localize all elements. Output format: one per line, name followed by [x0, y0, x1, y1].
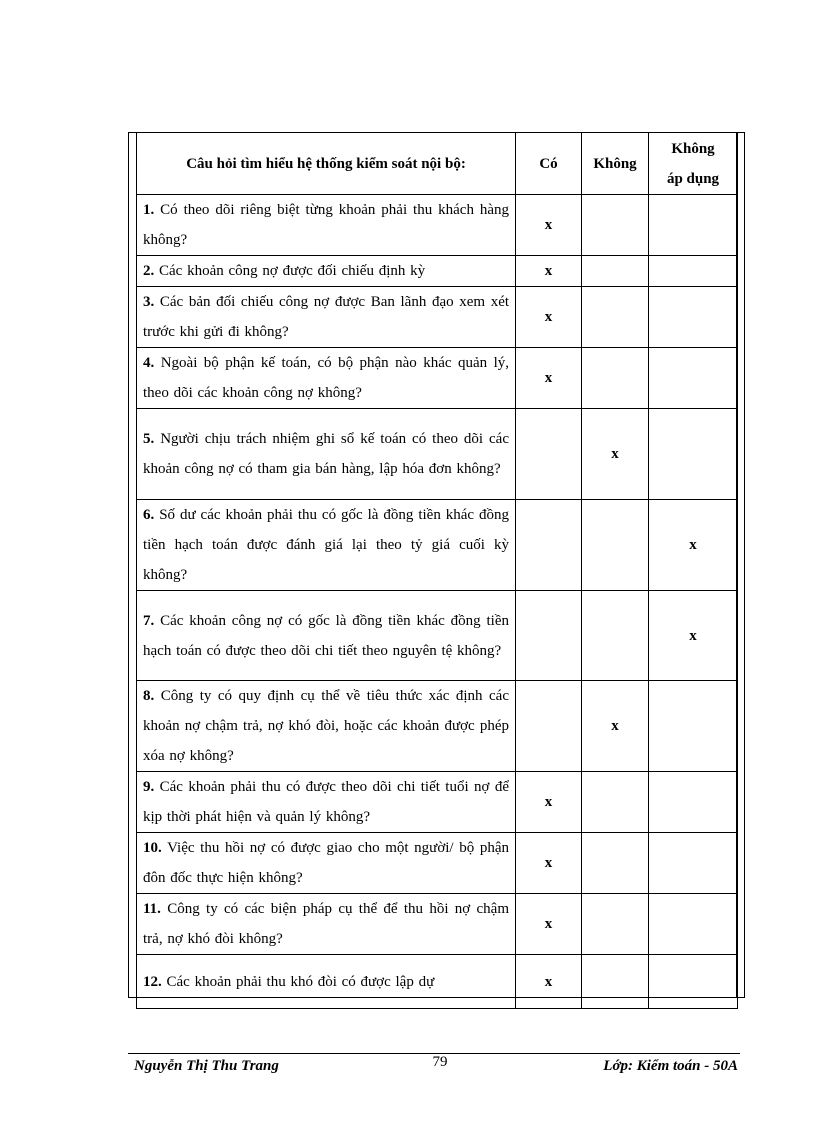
answer-yes-cell: x	[516, 833, 582, 894]
question-cell	[137, 409, 516, 500]
answer-no-cell	[582, 348, 649, 409]
answer-no-cell	[582, 894, 649, 955]
question-text: Có theo dõi riêng biệt từng khoản phải thu khách hàng không?	[143, 202, 510, 248]
answer-no-cell	[582, 772, 649, 833]
question-text: Công ty có các biện pháp cụ thể để thu hồi nợ chậm trả, nợ khó đòi không?	[143, 901, 510, 947]
question-number: 5.	[143, 431, 155, 447]
answer-no-cell: x	[582, 681, 649, 772]
answer-yes-cell: x	[516, 256, 582, 287]
question-number: 7.	[143, 612, 155, 629]
table-row	[137, 195, 738, 256]
answer-not-applicable-cell	[649, 772, 738, 833]
table-row	[137, 287, 738, 348]
question-cell	[137, 894, 516, 955]
internal-control-questionnaire	[136, 132, 738, 1009]
header-row	[137, 133, 738, 195]
question-text: Các bản đối chiếu công nợ được Ban lãnh đạo xem xét trước khi gửi đi không?	[143, 294, 510, 340]
answer-yes-cell: x	[516, 772, 582, 833]
question-text: Công ty có quy định cụ thể về tiêu thức xác định các khoản nợ chậm trả, nợ khó đòi, hoặc các khoản được phép xóa nợ không?	[143, 688, 510, 764]
question-cell	[137, 500, 516, 591]
answer-not-applicable-cell	[649, 287, 738, 348]
answer-not-applicable-cell: x	[649, 591, 738, 681]
table-row	[137, 955, 738, 1009]
answer-no-cell	[582, 833, 649, 894]
question-text: Các khoản phải thu khó đòi có được lập dự	[166, 973, 435, 990]
question-number: 6.	[143, 507, 155, 523]
answer-no-cell	[582, 195, 649, 256]
header-na-line1: Không	[671, 140, 715, 157]
answer-yes-cell: x	[516, 955, 582, 1009]
footer-author: Nguyễn Thị Thu Trang	[134, 1058, 279, 1074]
header-yes: Có	[516, 133, 582, 195]
answer-yes-cell	[516, 681, 582, 772]
question-cell	[137, 833, 516, 894]
answer-yes-cell: x	[516, 195, 582, 256]
answer-not-applicable-cell	[649, 348, 738, 409]
answer-not-applicable-cell	[649, 955, 738, 1009]
answer-yes-cell	[516, 409, 582, 500]
table-row	[137, 591, 738, 681]
question-cell	[137, 955, 516, 1009]
page-number: 79	[432, 1054, 448, 1070]
question-cell	[137, 681, 516, 772]
footer-class: Lớp: Kiểm toán - 50A	[603, 1058, 738, 1074]
answer-not-applicable-cell	[649, 195, 738, 256]
table-row	[137, 772, 738, 833]
answer-yes-cell	[516, 500, 582, 591]
question-cell	[137, 591, 516, 681]
question-cell	[137, 287, 516, 348]
question-text: Các khoản công nợ được đối chiếu định kỳ	[159, 263, 426, 279]
question-number: 4.	[143, 355, 155, 371]
question-cell	[137, 256, 516, 287]
question-cell	[137, 772, 516, 833]
header-na-line2: áp dụng	[666, 170, 720, 187]
answer-not-applicable-cell	[649, 681, 738, 772]
question-text: Ngoài bộ phận kế toán, có bộ phận nào khác quản lý, theo dõi các khoản công nợ không?	[143, 355, 509, 401]
answer-no-cell	[582, 591, 649, 681]
header-question: Câu hỏi tìm hiểu hệ thống kiểm soát nội bộ:	[137, 133, 516, 195]
question-text: Các khoản công nợ có gốc là đồng tiền khác đồng tiền hạch toán có được theo dõi chi tiết theo nguyên tệ không?	[143, 612, 510, 659]
question-text: Các khoản phải thu có được theo dõi chi tiết tuổi nợ để kịp thời phát hiện và quản lý không?	[143, 779, 509, 825]
question-number: 3.	[143, 294, 155, 310]
header-no: Không	[582, 133, 649, 195]
answer-not-applicable-cell	[649, 256, 738, 287]
answer-yes-cell: x	[516, 287, 582, 348]
answer-no-cell: x	[582, 409, 649, 500]
question-number: 10.	[143, 840, 162, 856]
table-row	[137, 348, 738, 409]
answer-not-applicable-cell	[649, 833, 738, 894]
table-row	[137, 409, 738, 500]
answer-yes-cell: x	[516, 348, 582, 409]
table-row	[137, 256, 738, 287]
answer-no-cell	[582, 500, 649, 591]
answer-not-applicable-cell	[649, 894, 738, 955]
question-text: Người chịu trách nhiệm ghi sổ kế toán có theo dõi các khoản công nợ có tham gia bán hàng, lập hóa đơn không?	[143, 431, 509, 477]
answer-no-cell	[582, 256, 649, 287]
question-number: 12.	[143, 973, 162, 990]
answer-not-applicable-cell: x	[649, 500, 738, 591]
header-not-applicable	[649, 133, 738, 195]
question-cell	[137, 195, 516, 256]
question-number: 9.	[143, 779, 155, 795]
question-number: 8.	[143, 688, 155, 704]
answer-no-cell	[582, 955, 649, 1009]
question-text: Việc thu hồi nợ có được giao cho một người/ bộ phận đôn đốc thực hiện không?	[143, 840, 510, 886]
question-number: 1.	[143, 202, 155, 218]
table-row	[137, 894, 738, 955]
table-row	[137, 681, 738, 772]
table-row	[137, 500, 738, 591]
table-row	[137, 833, 738, 894]
question-number: 11.	[143, 901, 161, 917]
question-cell	[137, 348, 516, 409]
answer-no-cell	[582, 287, 649, 348]
answer-yes-cell: x	[516, 894, 582, 955]
answer-yes-cell	[516, 591, 582, 681]
answer-not-applicable-cell	[649, 409, 738, 500]
question-text: Số dư các khoản phải thu có gốc là đồng tiền khác đồng tiền hạch toán được đánh giá lại theo tỷ giá cuối kỳ không?	[143, 507, 510, 583]
question-number: 2.	[143, 263, 155, 279]
